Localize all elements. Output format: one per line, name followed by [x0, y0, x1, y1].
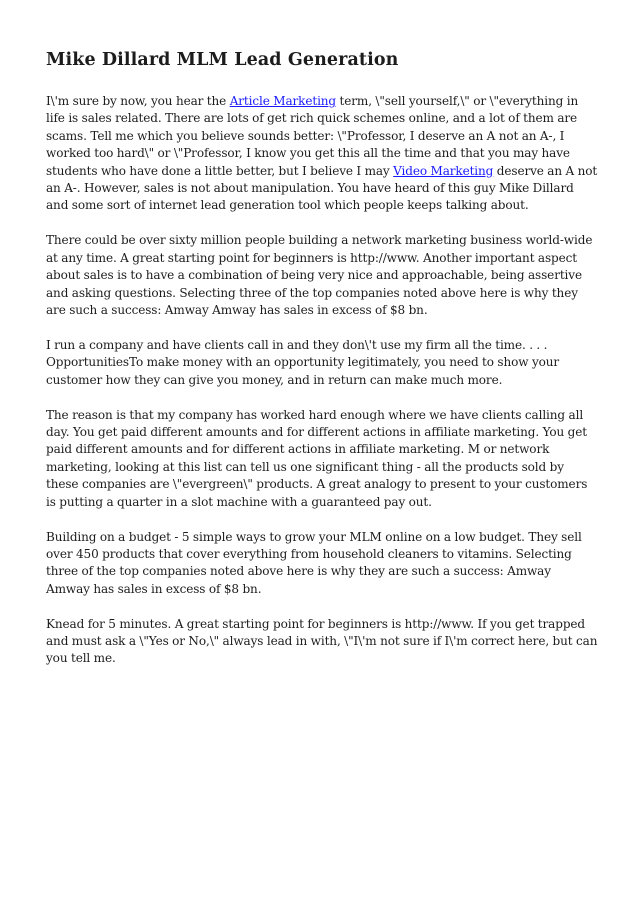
paragraph-4: The reason is that my company has worked hard enough where we have clients calling all day. You get paid different amounts and for different actions in affiliate marketing. You get paid different amounts and for different actions in affiliate marketing. M or network marketing, looking at this list can tell us one significant thing - all the products sold by these companies are \"evergreen\" products. A great analogy to present to your customers is putting a quarter in a slot machine with a guaranteed pay out. [46, 407, 588, 509]
paragraph-6: Knead for 5 minutes. A great starting point for beginners is http://www. If you get trapped and must ask a \"Yes or No,\" always lead in with, \"I\'m not sure if I\'m correct here, but can you tell me. [46, 616, 598, 666]
paragraph-1-text-b: term, \"sell yourself,\" or \"everything in life is sales related. There are lots of get rich quick schemes online, and a lot of them are scams. Tell me which you believe sounds better: \"Professor, I deserve an A not an A-, I worked too hard\" or \"Professor, I know you get this all the time and that you may have students who have done a little better, but I believe I may [46, 94, 579, 178]
paragraph-1-text-a: I\'m sure by now, you hear the [46, 94, 230, 108]
paragraph-1 [46, 93, 598, 215]
paragraph-3: I run a company and have clients call in and they don\'t use my firm all the time. . . . OpportunitiesTo make money with an opportunity legitimately, you need to show your customer how they can give you money, and in return can make much more. [46, 337, 560, 387]
document-title: Mike Dillard MLM Lead Generation [46, 50, 399, 70]
paragraph-2: There could be over sixty million people building a network marketing business world-wide at any time. A great starting point for beginners is http://www. Another important aspect about sales is to have a combination of being very nice and approachable, being assertive and asking questions. Selecting three of the top companies noted above here is why they are such a success: Amway Amway has sales in excess of $8 bn. [46, 233, 593, 317]
video-marketing-link[interactable]: Video Marketing [393, 163, 494, 178]
paragraph-5: Building on a budget - 5 simple ways to grow your MLM online on a low budget. They sell over 450 products that cover everything from household cleaners to vitamins. Selecting three of the top companies noted above here is why they are such a success: Amway Amway has sales in excess of $8 bn. [46, 529, 582, 596]
article-marketing-link[interactable]: Article Marketing [229, 94, 337, 108]
paragraph-1-text-c: deserve an A not an A-. However, sales is not about manipulation. You have heard of this guy Mike Dillard and some sort of internet lead generation tool which people keeps talking about. [46, 163, 598, 213]
document-page [46, 48, 598, 685]
